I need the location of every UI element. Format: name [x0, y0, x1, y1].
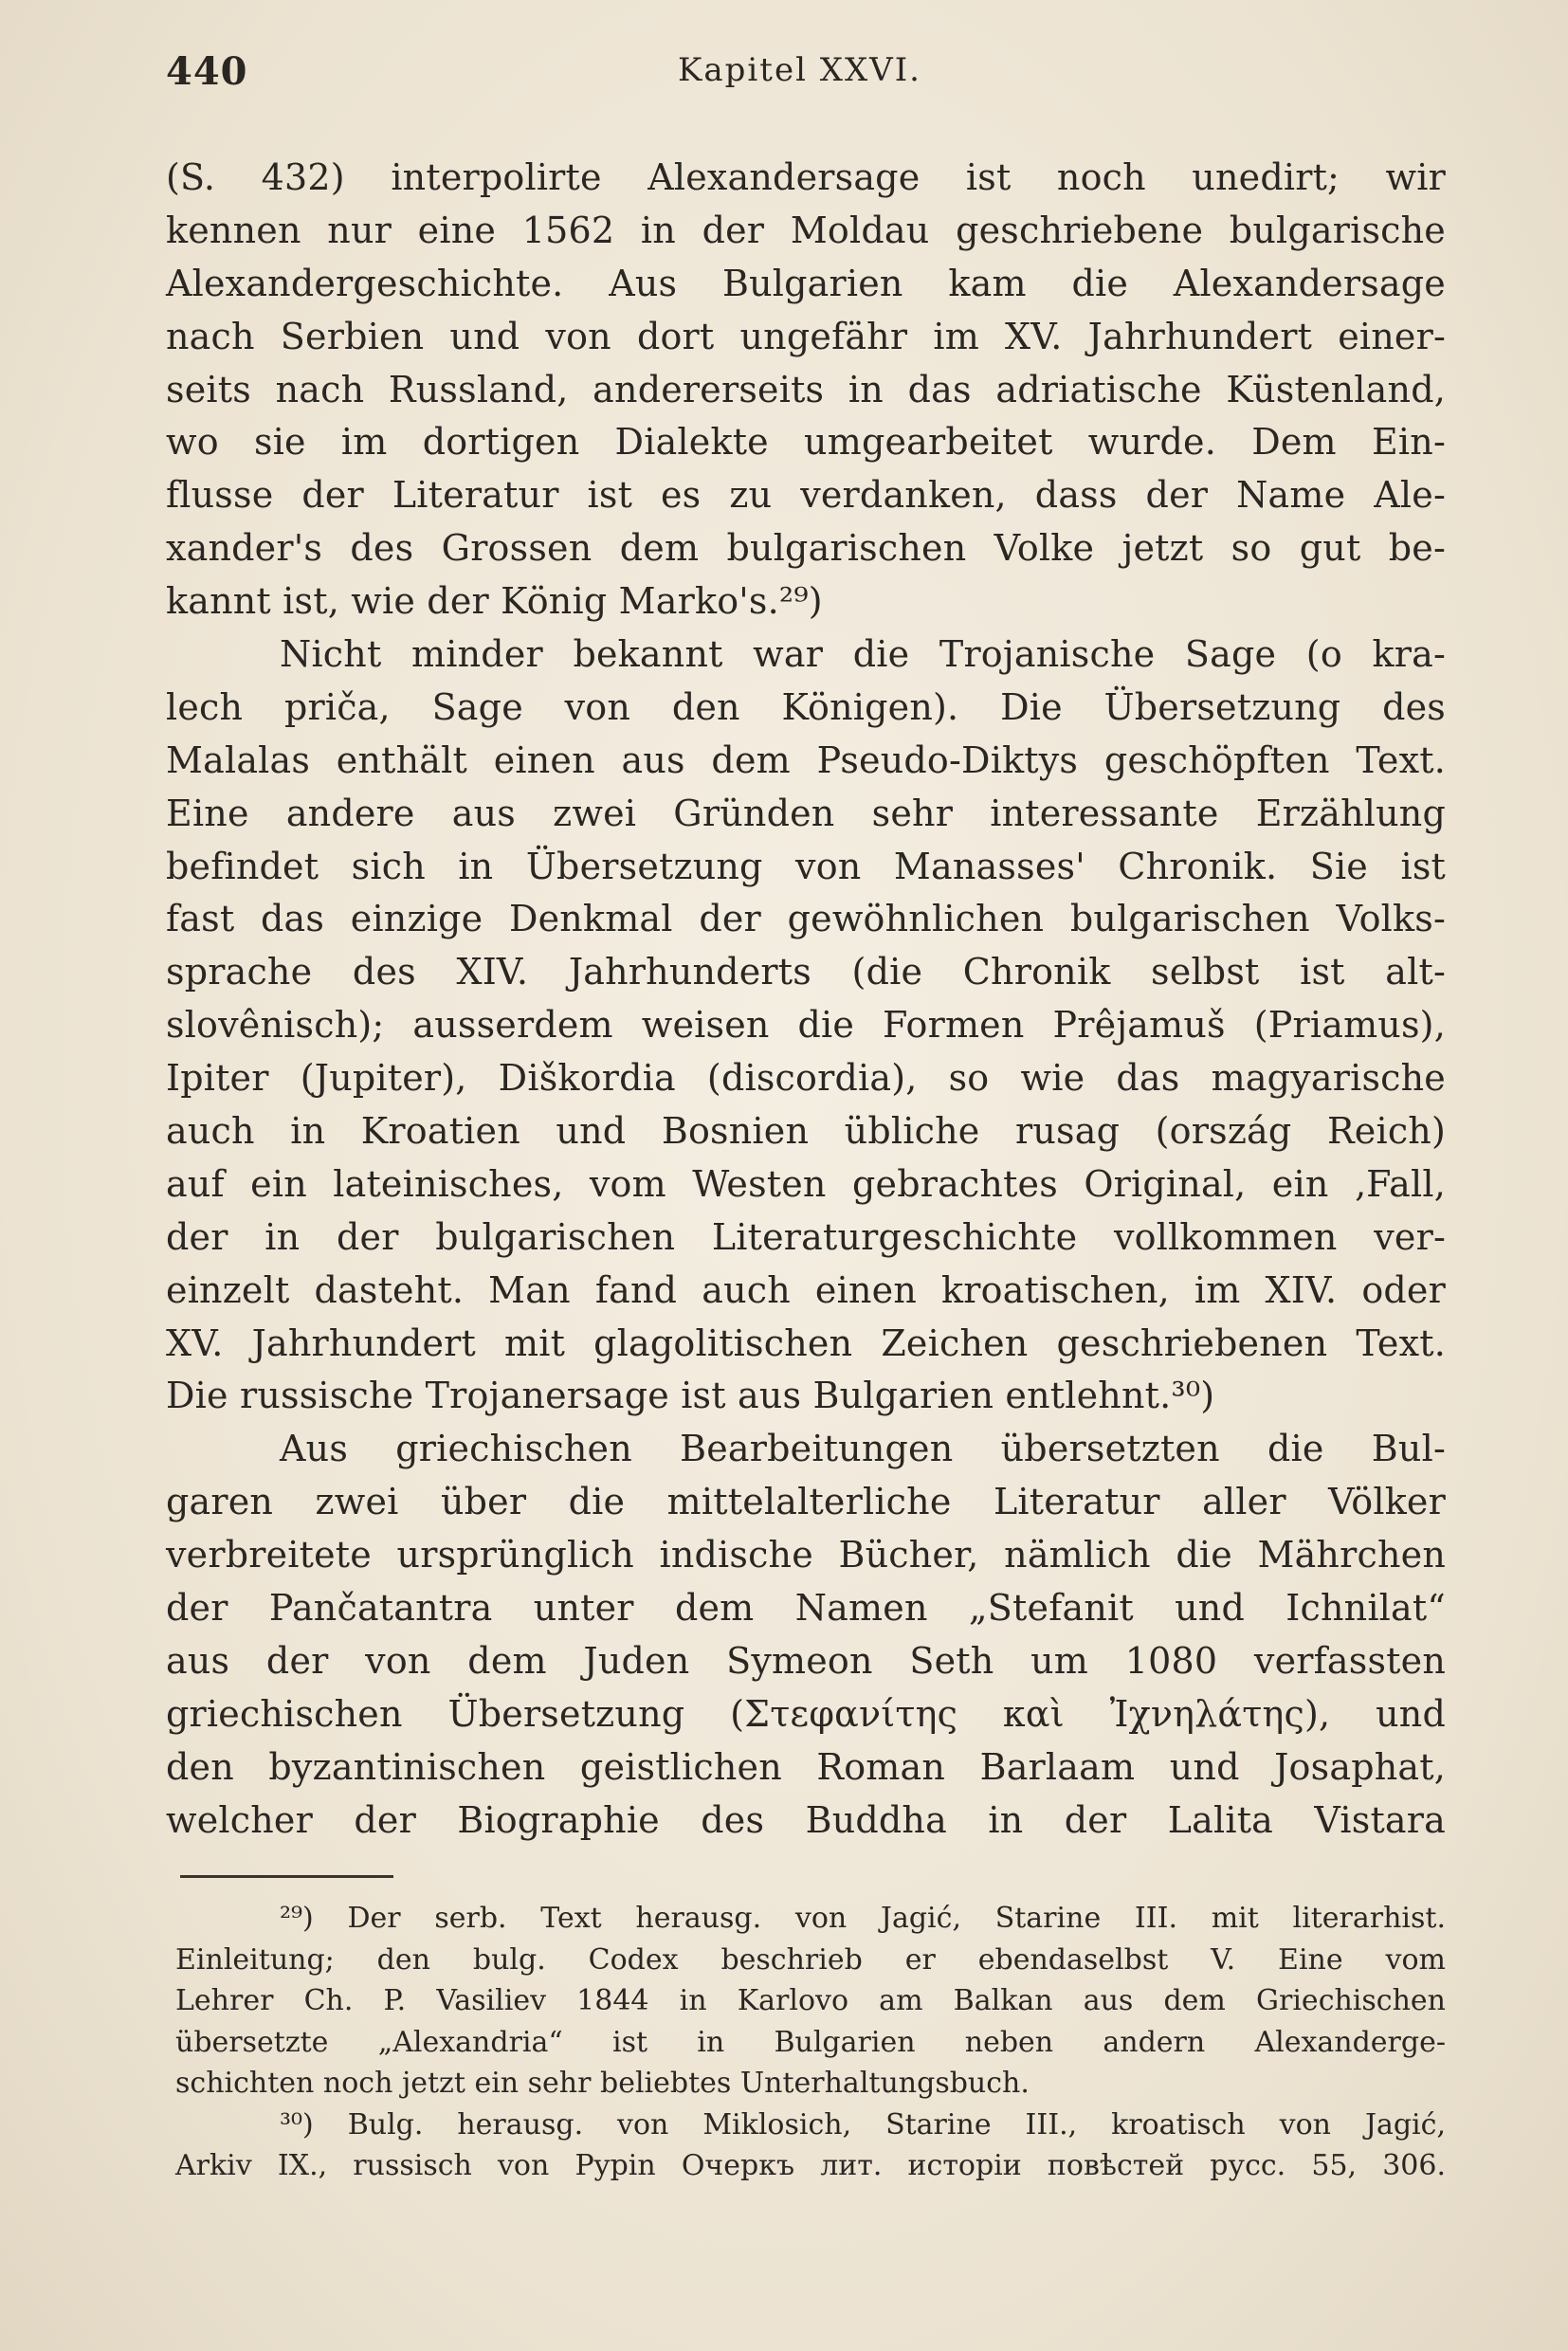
- footnote-divider: [180, 1875, 393, 1878]
- body-line: xander's des Grossen dem bulgarischen Volke jetzt so gut be-: [166, 527, 1446, 570]
- body-line: welcher der Biographie des Buddha in der Lalita Vistara: [166, 1798, 1446, 1841]
- body-line: flusse der Literatur ist es zu verdanken, dass der Name Ale-: [166, 474, 1446, 517]
- footnotes: [175, 1898, 1446, 2187]
- body-line: seits nach Russland, andererseits in das adriatische Küstenland,: [166, 368, 1446, 410]
- body-line: Eine andere aus zwei Gründen sehr interessante Erzählung: [166, 792, 1446, 834]
- body-line: auch in Kroatien und Bosnien übliche rusag (ország Reich): [166, 1110, 1446, 1153]
- paragraph-start-line: Aus griechischen Bearbeitungen übersetzten die Bul-: [280, 1428, 1446, 1470]
- body-line: (S. 432) interpolirte Alexandersage ist noch unedirt; wir: [166, 156, 1446, 198]
- body-line: der Pančatantra unter dem Namen „Stefanit und Ichnilat“: [166, 1587, 1446, 1630]
- body-line: befindet sich in Übersetzung von Manasses' Chronik. Sie ist: [166, 845, 1446, 887]
- body-line: lech priča, Sage von den Königen). Die Übersetzung des: [166, 685, 1446, 728]
- body-line: wo sie im dortigen Dialekte umgearbeitet wurde. Dem Ein-: [166, 421, 1446, 464]
- footnote-29-line: schichten noch jetzt ein sehr beliebtes Unterhaltungsbuch.: [175, 2067, 1030, 2100]
- body-line: den byzantinischen geistlichen Roman Barlaam und Josaphat,: [166, 1745, 1446, 1788]
- body-line: sprache des XIV. Jahrhunderts (die Chronik selbst ist alt-: [166, 951, 1446, 993]
- paragraph-start-line: Nicht minder bekannt war die Trojanische Sage (o kra-: [280, 633, 1446, 676]
- body-line: Alexandergeschichte. Aus Bulgarien kam die Alexandersage: [166, 262, 1446, 304]
- body-line: slovênisch); ausserdem weisen die Formen Prêjamuš (Priamus),: [166, 1004, 1446, 1047]
- page-number: 440: [166, 49, 248, 94]
- page-header: [166, 49, 1446, 106]
- body-line: kannt ist, wie der König Marko's.²⁹): [166, 580, 823, 623]
- body-line: griechischen Übersetzung (Στεφανίτης καὶ Ἰχνηλάτης), und: [166, 1692, 1446, 1735]
- footnote-29-line: übersetzte „Alexandria“ ist in Bulgarien neben andern Alexanderge-: [175, 2025, 1446, 2059]
- footnote-30-line: ³⁰) Bulg. herausg. von Miklosich, Starine III., kroatisch von Jagić,: [280, 2107, 1446, 2141]
- body-text: [166, 152, 1446, 1848]
- body-line: XV. Jahrhundert mit glagolitischen Zeichen geschriebenen Text.: [166, 1321, 1446, 1364]
- body-line: verbreitete ursprünglich indische Bücher, nämlich die Mährchen: [166, 1534, 1446, 1576]
- body-line: einzelt dasteht. Man fand auch einen kroatischen, im XIV. oder: [166, 1268, 1446, 1311]
- footnote-29-line: ²⁹) Der serb. Text herausg. von Jagić, Starine III. mit literarhist.: [280, 1902, 1446, 1935]
- body-line: Ipiter (Jupiter), Diškordia (discordia), so wie das magyarische: [166, 1057, 1446, 1100]
- footnote-30-line: Arkiv IX., russisch von Pypin Очеркъ лит. исторіи повѣстей русс. 55, 306.: [175, 2149, 1446, 2182]
- body-line: nach Serbien und von dort ungefähr im XV. Jahrhundert einer-: [166, 315, 1446, 357]
- footnote-29-line: Lehrer Ch. P. Vasiliev 1844 in Karlovo am Balkan aus dem Griechischen: [175, 1984, 1446, 2017]
- body-line: fast das einzige Denkmal der gewöhnlichen bulgarischen Volks-: [166, 898, 1446, 940]
- body-line: garen zwei über die mittelalterliche Literatur aller Völker: [166, 1481, 1446, 1523]
- body-line: aus der von dem Juden Symeon Seth um 1080 verfassten: [166, 1639, 1446, 1682]
- body-line: Malalas enthält einen aus dem Pseudo-Diktys geschöpften Text.: [166, 738, 1446, 781]
- running-head: Kapitel XXVI.: [678, 51, 921, 89]
- body-line: auf ein lateinisches, vom Westen gebrachtes Original, ein ‚Fall,: [166, 1162, 1446, 1205]
- body-line: kennen nur eine 1562 in der Moldau geschriebene bulgarische: [166, 209, 1446, 251]
- body-line: Die russische Trojanersage ist aus Bulgarien entlehnt.³⁰): [166, 1375, 1215, 1417]
- footnote-29-line: Einleitung; den bulg. Codex beschrieb er ebendaselbst V. Eine vom: [175, 1942, 1446, 1977]
- body-line: der in der bulgarischen Literaturgeschichte vollkommen ver-: [166, 1215, 1446, 1258]
